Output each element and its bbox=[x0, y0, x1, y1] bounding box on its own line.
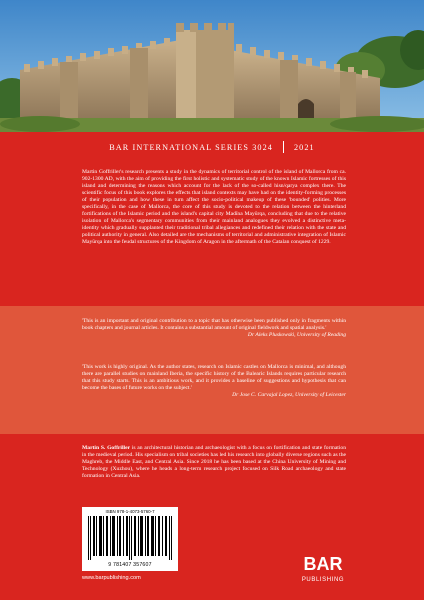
logo-publishing-text: PUBLISHING bbox=[301, 577, 345, 583]
blurb-text: Martin Goffriller's research presents a study in the dynamics of territorial control of the island of Mallorca from ca. 902-1300 AD, with the aim of providing the first holistic and systematic study of the known Islamic fortresses of this island and determining the reasons which account for the lack of the so-called hisn/qarya complex there. The scientific focus of this book explores the effects that island contexts may have had on the identity-forming processes of their population and how these in turn affect the socio-political makeup of these 'bounded' polities. More specifically, in the case of Mallorca, the core of this study is devoted to the relation between the hinterland fortifications of the Islamic period and the island's capital city Madīna Mayūrqa, concluding that due to the relative isolation of Mallorca's segmentary communities from their mainland analogues they evolved a distinctive meta-identity which gradually supplanted their traditional tribal allegiances and redefined their relation with the state and political authority in general. Also detailed are the mechanisms of territorial and administrative integration of Islamic Mayūrqa into the feudal structures of the Kingdom of Aragon in the aftermath of the Catalan conquest of 1229. bbox=[82, 169, 346, 246]
author-name: Martin S. Goffriller bbox=[82, 445, 131, 451]
isbn-label: ISBN 978-1-4073-5760-7 bbox=[105, 509, 155, 514]
author-bio-text: is an architectural historian and archaeologist with a focus on fortification and state formation in the medieval period. His specialism on tribal societies has led his research into globally diverse regions such as the Maghreb, the Middle East, and Central Asia. Since 2018 he has been based at the China University of Mining and Technology (Xuzhou), where he heads a long-term research project focused on Silk Road archaeology and state formation in Central Asia. bbox=[82, 445, 347, 480]
logo-bar-text: BAR bbox=[303, 554, 343, 574]
series-separator bbox=[283, 141, 284, 153]
barcode-bars bbox=[88, 516, 172, 560]
series-name: BAR INTERNATIONAL SERIES 3024 bbox=[109, 143, 273, 152]
isbn-barcode bbox=[82, 507, 178, 571]
review-2-text: 'This work is highly original. As the author states, research on Islamic castles on Mallorca is minimal, and although there are parallel studies on mainland Iberia, the specific history of the Balearic Islands requires particular research that this study starts. This is an ambitious work, and it provides a baseline of suggestions and hypothesis that can become the bases of future works on the subject.' bbox=[82, 364, 346, 392]
review-2 bbox=[82, 364, 346, 399]
review-1 bbox=[82, 318, 346, 339]
isbn-digits: 9 781407 357607 bbox=[108, 562, 152, 568]
bar-publishing-logo bbox=[300, 546, 346, 586]
series-bar bbox=[0, 137, 424, 159]
blurb-section bbox=[0, 160, 424, 306]
castle-image bbox=[0, 0, 424, 132]
review-1-text: 'This is an important and original contribution to a topic that has otherwise been published only in fragments within book chapters and journal articles. It contains a substantial amount of original fieldwork and spatial analysis.' bbox=[82, 318, 346, 332]
reviews-section bbox=[0, 306, 424, 434]
series-year: 2021 bbox=[293, 143, 315, 152]
author-bio-section bbox=[0, 434, 424, 600]
review-1-attribution: Dr Aleks Pluskowski, University of Reading bbox=[247, 332, 346, 339]
review-2-attribution: Dr Jose C. Carvajal Lopez, University of Leicester bbox=[232, 392, 346, 399]
author-bio bbox=[82, 445, 346, 480]
castle-photo bbox=[0, 0, 424, 132]
website-link[interactable]: www.barpublishing.com bbox=[82, 575, 141, 581]
